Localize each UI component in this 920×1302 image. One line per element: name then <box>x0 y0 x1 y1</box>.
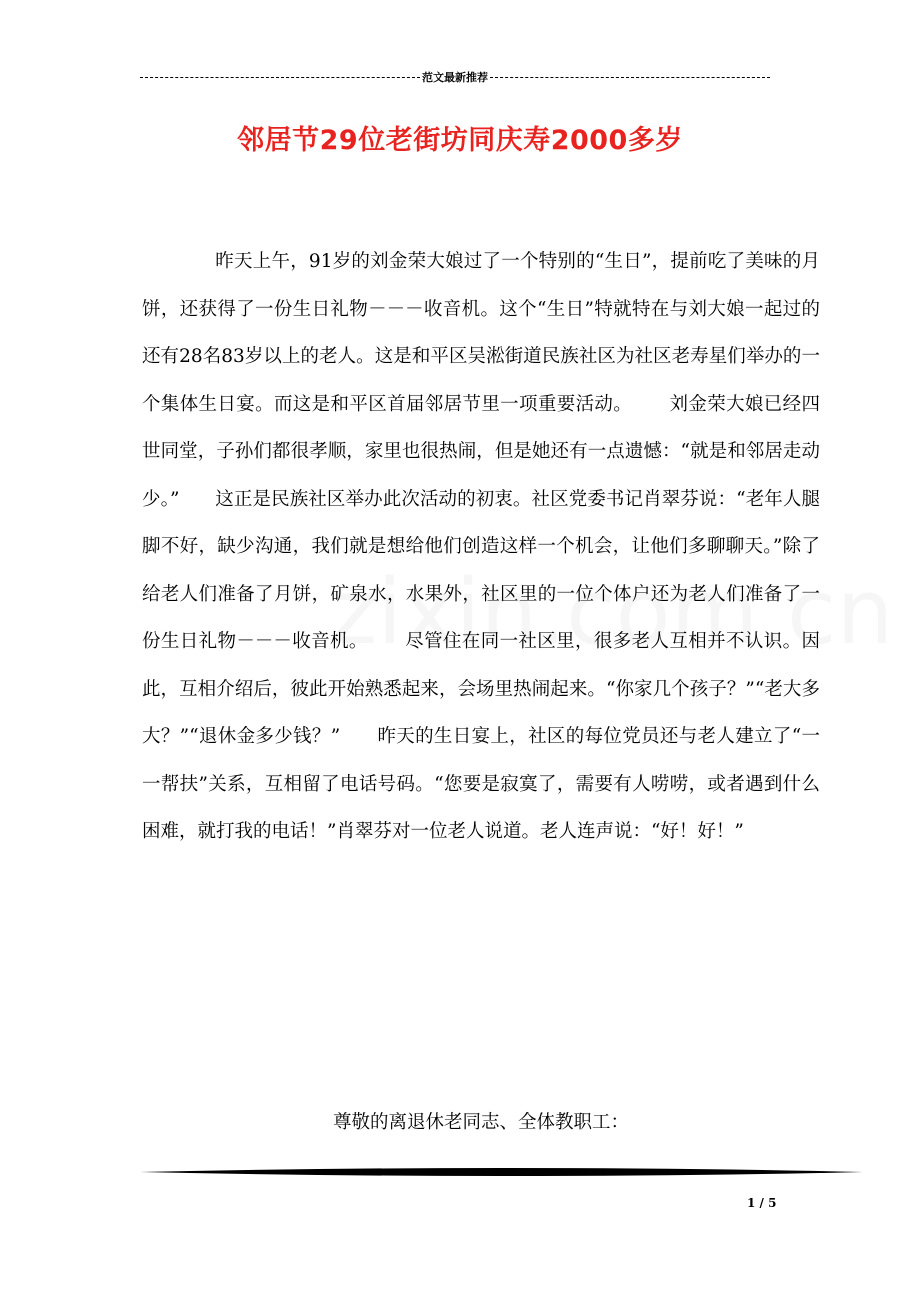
header-dash-right <box>490 77 770 78</box>
footer-rule <box>140 1164 863 1180</box>
header-label: 范文最新推荐 <box>422 71 488 84</box>
article-paragraph: 昨天上午，91岁的刘金荣大娘过了一个特别的“生日”，提前吃了美味的月饼，还获得了一份生日礼物－－－收音机。这个“生日”特就特在与刘大娘一起过的还有28名83岁以上的老人。这是和平区吴淞街道民族社区为社区老寿星们举办的一个集体生日宴。而这是和平区首届邻居节里一项重要活动。 刘金荣大娘已经四世同堂，子孙们都很孝顺，家里也很热闹，但是她还有一点遗憾：“就是和邻居走动少。” 这正是民族社区举办此次活动的初衷。社区党委书记肖翠芬说：“老年人腿脚不好，缺少沟通，我们就是想给他们创造这样一个机会，让他们多聊聊天。”除了给老人们准备了月饼，矿泉水，水果外，社区里的一位个体户还为老人们准备了一份生日礼物－－－收音机。 尽管住在同一社区里，很多老人互相并不认识。因此，互相介绍后，彼此开始熟悉起来，会场里热闹起来。“你家几个孩子？”“老大多大？”“退休金多少钱？” 昨天的生日宴上，社区的每位党员还与老人建立了“一一帮扶”关系，互相留了电话号码。“您要是寂寞了，需要有人唠唠，或者遇到什么困难，就打我的电话！”肖翠芬对一位老人说道。老人连声说：“好！好！” <box>142 251 820 842</box>
document-title: 邻居节29位老街坊同庆寿2000多岁 <box>237 125 683 156</box>
page-number: 1 / 5 <box>747 1196 777 1210</box>
greeting-line: 尊敬的离退休老同志、全体教职工： <box>333 1112 630 1133</box>
article-body <box>142 238 820 856</box>
header-dash-left <box>140 77 420 78</box>
header-banner <box>140 70 770 84</box>
